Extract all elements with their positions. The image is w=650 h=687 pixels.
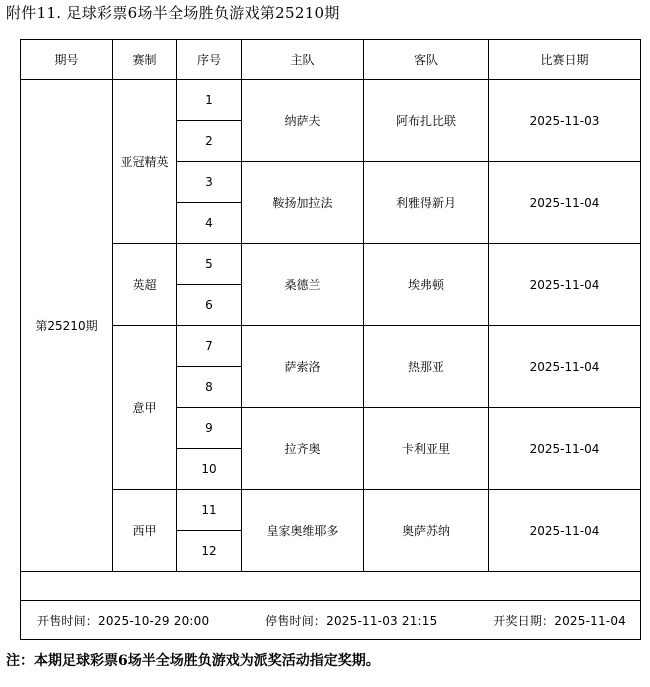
competition-cell: 西甲 xyxy=(113,490,177,572)
header-away: 客队 xyxy=(364,40,489,80)
document-title: 附件11. 足球彩票6场半全场胜负游戏第25210期 xyxy=(6,4,340,22)
seq-cell: 8 xyxy=(177,367,242,408)
seq-cell: 1 xyxy=(177,80,242,121)
match-date-cell: 2025-11-04 xyxy=(489,244,641,326)
seq-cell: 4 xyxy=(177,203,242,244)
header-row xyxy=(21,40,641,80)
spacer-row xyxy=(21,572,641,601)
home-team-cell: 纳萨夫 xyxy=(242,80,364,162)
seq-cell: 2 xyxy=(177,121,242,162)
competition-cell: 意甲 xyxy=(113,326,177,490)
away-team-cell: 利雅得新月 xyxy=(364,162,489,244)
table-row xyxy=(21,244,641,285)
match-date-cell: 2025-11-04 xyxy=(489,326,641,408)
table-row xyxy=(21,490,641,531)
seq-cell: 3 xyxy=(177,162,242,203)
header-competition: 赛制 xyxy=(113,40,177,80)
seq-cell: 7 xyxy=(177,326,242,367)
away-team-cell: 卡利亚里 xyxy=(364,408,489,490)
draw-date: 开奖日期：2025-11-04 xyxy=(493,613,626,628)
match-date-cell: 2025-11-04 xyxy=(489,490,641,572)
competition-cell: 亚冠精英 xyxy=(113,80,177,244)
away-team-cell: 阿布扎比联 xyxy=(364,80,489,162)
footnote: 注：本期足球彩票6场半全场胜负游戏为派奖活动指定奖期。 xyxy=(6,653,380,669)
away-team-cell: 埃弗顿 xyxy=(364,244,489,326)
match-date-cell: 2025-11-04 xyxy=(489,162,641,244)
sale-stop-time: 停售时间：2025-11-03 21:15 xyxy=(265,613,438,628)
competition-cell: 英超 xyxy=(113,244,177,326)
footer-cell xyxy=(21,601,641,640)
seq-cell: 9 xyxy=(177,408,242,449)
home-team-cell: 拉齐奥 xyxy=(242,408,364,490)
table-row xyxy=(21,80,641,121)
footer-row xyxy=(21,601,641,640)
empty-cell xyxy=(21,572,641,601)
table-row xyxy=(21,326,641,367)
seq-cell: 11 xyxy=(177,490,242,531)
home-team-cell: 萨索洛 xyxy=(242,326,364,408)
seq-cell: 12 xyxy=(177,531,242,572)
header-seq: 序号 xyxy=(177,40,242,80)
footer-info xyxy=(21,612,640,629)
header-home: 主队 xyxy=(242,40,364,80)
seq-cell: 5 xyxy=(177,244,242,285)
home-team-cell: 桑德兰 xyxy=(242,244,364,326)
away-team-cell: 奥萨苏纳 xyxy=(364,490,489,572)
away-team-cell: 热那亚 xyxy=(364,326,489,408)
header-date: 比赛日期 xyxy=(489,40,641,80)
header-period: 期号 xyxy=(21,40,113,80)
schedule-table xyxy=(20,39,641,640)
match-date-cell: 2025-11-04 xyxy=(489,408,641,490)
seq-cell: 6 xyxy=(177,285,242,326)
home-team-cell: 皇家奥维耶多 xyxy=(242,490,364,572)
match-date-cell: 2025-11-03 xyxy=(489,80,641,162)
period-cell: 第25210期 xyxy=(21,80,113,572)
home-team-cell: 鞍扬加拉法 xyxy=(242,162,364,244)
sale-start-time: 开售时间：2025-10-29 20:00 xyxy=(37,613,210,628)
seq-cell: 10 xyxy=(177,449,242,490)
